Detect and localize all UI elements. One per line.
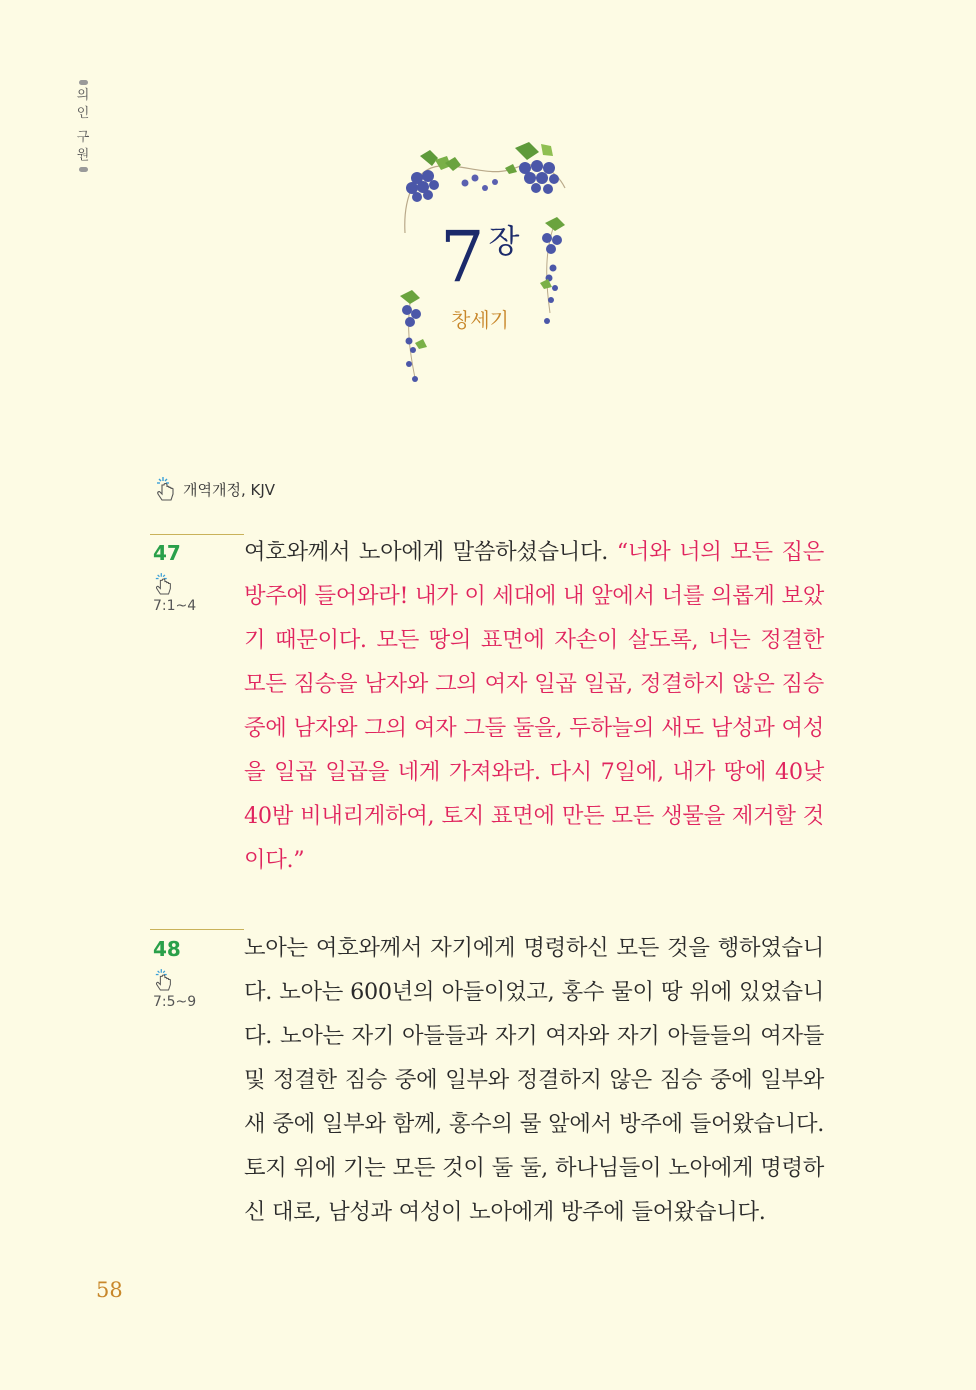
verse-reference: 7:1~4 (153, 598, 197, 614)
verse-number: 48 (153, 937, 181, 961)
book-name: 창세기 (451, 308, 509, 332)
side-char: 의 (76, 88, 90, 103)
tap-hand-icon[interactable] (154, 968, 174, 992)
side-dot-bottom (79, 167, 88, 172)
verse-narration: 노아는 여호와께서 자기에게 명령하신 모든 것을 행하였습니다. 노아는 600년의 아들이었고, 홍수 물이 땅 위에 있었습니다. 노아는 자기 아들들과 자기 여자와 자기 아들들의 여자들 및 정결한 짐승 중에 일부와 정결하지 않은 짐승 중에 일부와 새 중에 일부와 함께, 홍수의 물 앞에서 방주에 들어왔습니다. 토지 위에 기는 모든 것이 둘 둘, 하나님들이 노아에게 명령하신 대로, 남성과 여성이 노아에게 방주에 들어왔습니다. (244, 935, 824, 1225)
chapter-unit: 장 (488, 222, 520, 260)
verse-meta-48 (153, 936, 196, 1010)
verse-text-47 (244, 530, 824, 882)
page-number: 58 (96, 1278, 123, 1302)
chapter-number: 7 (440, 216, 485, 298)
side-title-chars (77, 87, 90, 165)
verse-quote: “너와 너의 모든 집은 방주에 들어와라! 내가 이 세대에 내 앞에서 너를 의롭게 보았기 때문이다. 모든 땅의 표면에 자손이 살도록, 너는 정결한 모든 짐승을 남자와 그의 여자 일곱 일곱, 정결하지 않은 짐승 중에 남자와 그의 여자 그들 둘을, 두하늘의 새도 남성과 여성을 일곱 일곱을 네게 가져와라. 다시 7일에, 내가 땅에 40낮 40밤 비내리게하여, 토지 표면에 만든 모든 생물을 제거할 것이다.” (244, 539, 824, 873)
verse-reference: 7:5~9 (153, 994, 197, 1010)
side-char: 구 (76, 130, 90, 145)
tap-hand-icon[interactable] (154, 572, 174, 596)
chapter-heading (440, 212, 540, 298)
verse-number: 47 (153, 541, 181, 565)
side-char: 원 (76, 148, 90, 163)
verse-text-48 (244, 926, 824, 1234)
verse-meta-47 (153, 540, 196, 614)
version-label (155, 476, 275, 502)
side-title (74, 78, 92, 174)
verse-divider (150, 929, 244, 930)
side-char: 인 (76, 106, 90, 121)
verse-divider (150, 534, 244, 535)
tap-hand-icon (155, 476, 177, 502)
side-dot-top (79, 80, 88, 85)
version-text: 개역개정, KJV (183, 480, 276, 499)
verse-narration: 여호와께서 노아에게 말씀하셨습니다. (244, 539, 617, 565)
